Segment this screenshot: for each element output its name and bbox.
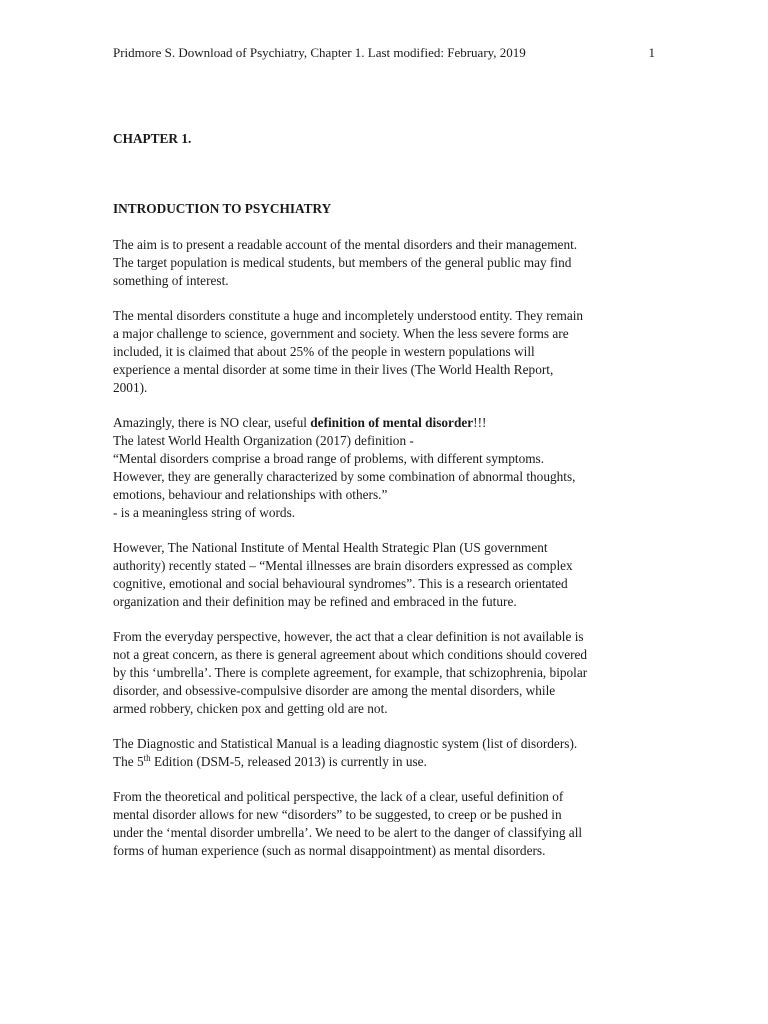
text-run: Edition (DSM-5, released 2013) is currently in use. bbox=[150, 754, 427, 769]
text-line: - is a meaningless string of words. bbox=[113, 505, 296, 520]
chapter-title: CHAPTER 1. bbox=[113, 131, 192, 146]
superscript: th bbox=[143, 753, 151, 763]
text-line: disorder, and obsessive-compulsive disorder are among the mental disorders, while bbox=[113, 683, 556, 698]
paragraph-dsm bbox=[113, 735, 648, 771]
page-number: 1 bbox=[648, 45, 655, 60]
text-line: a major challenge to science, government and society. When the less severe forms are bbox=[113, 326, 569, 341]
text-run: The 5 bbox=[113, 754, 144, 769]
section-title: INTRODUCTION TO PSYCHIATRY bbox=[113, 201, 332, 216]
text-line: organization and their definition may be refined and embraced in the future. bbox=[113, 594, 517, 609]
text-run: !!! bbox=[473, 415, 487, 430]
text-line: The Diagnostic and Statistical Manual is a leading diagnostic system (list of disorders). bbox=[113, 736, 578, 751]
body-text bbox=[113, 236, 648, 877]
text-line: armed robbery, chicken pox and getting old are not. bbox=[113, 701, 388, 716]
text-line: “Mental disorders comprise a broad range of problems, with different symptoms. bbox=[113, 451, 545, 466]
text-line: included, it is claimed that about 25% of the people in western populations will bbox=[113, 344, 535, 359]
text-line: However, The National Institute of Mental Health Strategic Plan (US government bbox=[113, 540, 548, 555]
text-run: Amazingly, there is NO clear, useful bbox=[113, 415, 311, 430]
text-line: something of interest. bbox=[113, 273, 229, 288]
text-line: The mental disorders constitute a huge and incompletely understood entity. They remain bbox=[113, 308, 584, 323]
text-line: However, they are generally characterized by some combination of abnormal thoughts, bbox=[113, 469, 576, 484]
running-header bbox=[113, 45, 655, 63]
paragraph-definition bbox=[113, 414, 648, 522]
text-line: From the everyday perspective, however, the act that a clear definition is not available is bbox=[113, 629, 584, 644]
paragraph-aim bbox=[113, 236, 648, 290]
text-line: From the theoretical and political perspective, the lack of a clear, useful definition of bbox=[113, 789, 564, 804]
text-line: mental disorder allows for new “disorders” to be suggested, to creep or be pushed in bbox=[113, 807, 562, 822]
paragraph-everyday-perspective bbox=[113, 628, 648, 718]
text-line: emotions, behaviour and relationships with others.” bbox=[113, 487, 388, 502]
text-line: The latest World Health Organization (2017) definition - bbox=[113, 433, 414, 448]
text-line: authority) recently stated – “Mental illnesses are brain disorders expressed as complex bbox=[113, 558, 573, 573]
paragraph-nimh bbox=[113, 539, 648, 611]
paragraph-mental-disorders bbox=[113, 307, 648, 397]
text-line: by this ‘umbrella’. There is complete agreement, for example, that schizophrenia, bipolar bbox=[113, 665, 588, 680]
text-line: under the ‘mental disorder umbrella’. We need to be alert to the danger of classifying all bbox=[113, 825, 583, 840]
bold-term: definition of mental disorder bbox=[310, 415, 474, 430]
text-line: forms of human experience (such as normal disappointment) as mental disorders. bbox=[113, 843, 546, 858]
paragraph-theoretical-perspective bbox=[113, 788, 648, 860]
text-line: cognitive, emotional and social behavioural syndromes”. This is a research orientated bbox=[113, 576, 568, 591]
text-line bbox=[113, 753, 648, 771]
text-line: not a great concern, as there is general agreement about which conditions should covered bbox=[113, 647, 588, 662]
text-line: The aim is to present a readable account of the mental disorders and their management. bbox=[113, 237, 578, 252]
text-line: The target population is medical students, but members of the general public may find bbox=[113, 255, 572, 270]
text-line bbox=[113, 414, 648, 432]
text-line: experience a mental disorder at some time in their lives (The World Health Report, bbox=[113, 362, 554, 377]
text-line: 2001). bbox=[113, 380, 148, 395]
running-title: Pridmore S. Download of Psychiatry, Chapter 1. Last modified: February, 2019 bbox=[113, 45, 526, 60]
